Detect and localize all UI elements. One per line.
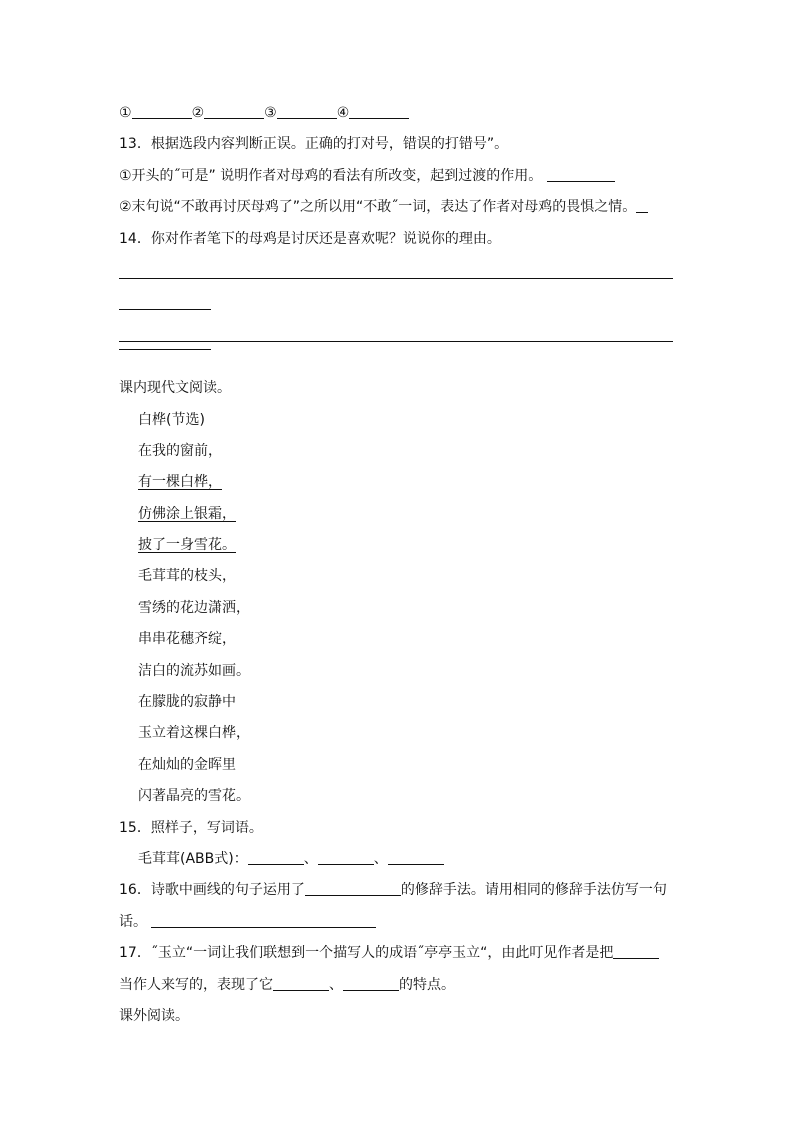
poem-line: 在灿灿的金晖里 [138,756,236,773]
q12-answer-row [119,98,675,129]
answer-blank[interactable] [151,913,376,928]
poem-line: 毛茸茸的枝头， [138,568,236,585]
answer-blank[interactable] [248,850,304,865]
q15-prompt: 毛茸茸(ABB式)： [138,850,248,867]
poem-line-underlined [119,530,675,561]
answer-line[interactable] [119,318,675,349]
answer-blank[interactable] [636,198,648,213]
mark-3: ③ [264,105,277,121]
answer-blank[interactable] [273,976,329,991]
answer-line[interactable] [119,349,675,373]
poem-line: 洁白的流苏如画。 [138,662,250,679]
underlined-text: 有一棵白桦， [138,474,222,491]
underlined-text: 仿佛涂上银霜， [138,505,236,522]
section-heading: 课内现代文阅读。 [119,380,231,397]
worksheet-page [119,98,675,1032]
poem-line-underlined [119,499,675,530]
mark-1: ① [119,105,132,121]
answer-blank[interactable] [343,976,399,991]
answer-blank[interactable] [388,850,444,865]
q17-line-2 [119,970,675,1001]
q13-item-2 [119,192,675,223]
q16-line-1 [119,875,675,906]
answer-blank[interactable] [305,881,401,896]
answer-line[interactable] [119,286,675,317]
answer-blank[interactable] [547,167,615,182]
poem-line-underlined [119,467,675,498]
mark-4: ④ [336,105,350,121]
mark-2: ② [191,105,205,121]
q16-text: 话。 [119,913,147,930]
q17-line-1 [119,938,675,969]
q15-answer-row [119,844,675,875]
answer-blank[interactable] [132,104,192,119]
q16-line-2 [119,907,675,938]
separator: 、 [303,850,318,867]
separator: 、 [329,976,343,993]
q17-text: 17．˝玉立“一词让我们联想到一个描写人的成语˝亭亭玉立“，由此叮见作者是把 [119,945,614,962]
underlined-text: 披了一身雪花。 [138,537,236,554]
q17-text: 的特点。 [399,976,455,993]
answer-blank[interactable] [349,104,409,119]
q16-text: 16．诗歌中画线的句子运用了 [119,882,305,899]
poem-line: 闪著晶亮的雪花。 [138,788,250,805]
section-heading: 课外阅读。 [119,1007,189,1024]
q14-title: 14．你对作者笔下的母鸡是讨厌还是喜欢呢？说说你的理由。 [119,230,501,247]
poem-line: 在我的窗前， [138,442,222,459]
poem-line: 在朦胧的寂静中 [138,694,236,711]
answer-blank[interactable] [277,104,337,119]
answer-blank[interactable] [318,850,374,865]
q13-item-2-text: ②末句说“不敢再讨厌母鸡了”之所以用“不敢˝一词，表达了作者对母鸡的畏惧之情。 [119,199,637,216]
q13-item-1 [119,161,675,192]
answer-line[interactable] [119,255,675,286]
poem-line: 玉立着这棵白桦， [138,725,250,742]
poem-title: 白桦(节选) [138,411,205,428]
q17-text: 当作人来写的，表现了它 [119,976,273,993]
q13-item-1-text: ①开头的˝可是” 说明作者对母鸡的看法有所改变，起到过渡的作用。 [119,167,543,184]
q16-text: 的修辞手法。请用相同的修辞手法仿写一句 [400,882,667,899]
answer-blank[interactable] [613,944,659,959]
q15-title: 15．照样子，写词语。 [119,819,263,836]
q13-title: 13．根据选段内容判断正误。正确的打对号，错误的打错号”。 [119,136,509,153]
separator: 、 [373,850,388,867]
answer-blank[interactable] [204,104,264,119]
poem-line: 雪绣的花边潇洒， [138,599,250,616]
poem-line: 串串花穗齐绽， [138,631,236,648]
